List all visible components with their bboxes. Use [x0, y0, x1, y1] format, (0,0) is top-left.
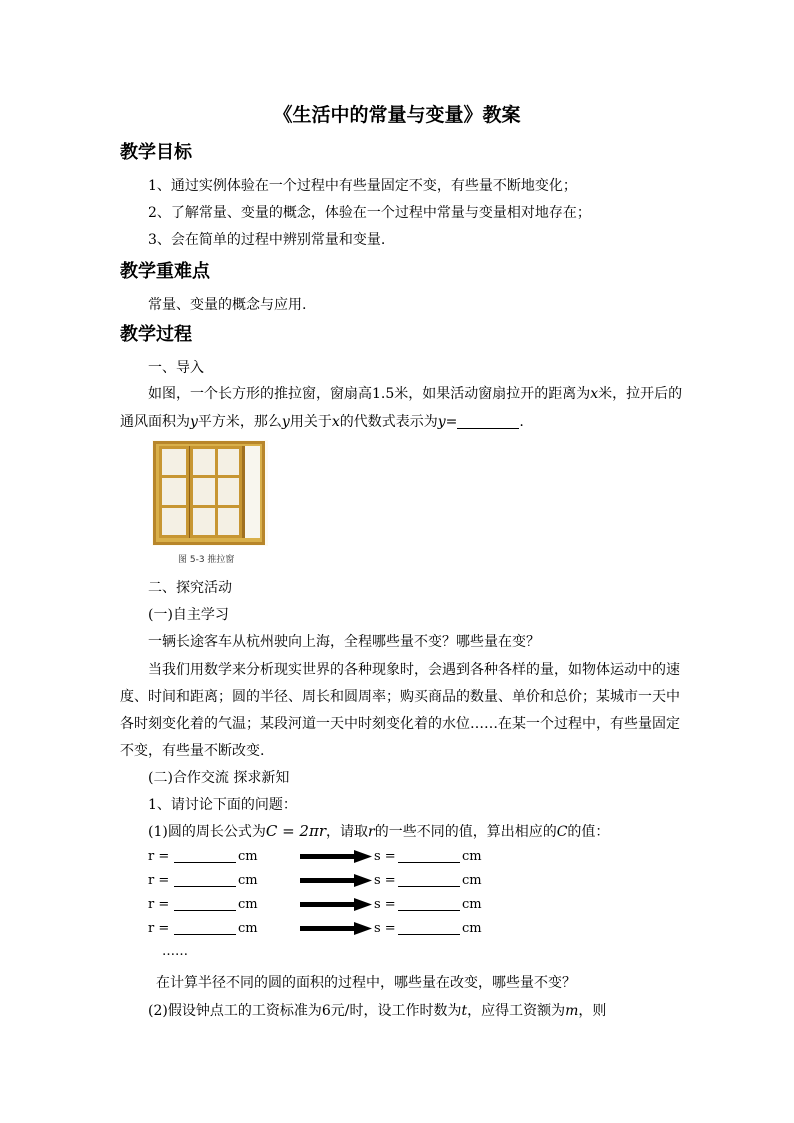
- page-title: 《生活中的常量与变量》教案: [273, 104, 521, 126]
- ellipsis: ……: [162, 944, 188, 959]
- arrow-right-icon: [300, 873, 372, 887]
- sliding-window-image: [152, 440, 268, 546]
- question-1: (1)圆的周长公式为C = 2πr，请取r的一些不同的值，算出相应的C的值：: [148, 822, 610, 840]
- key-points-heading: 教学重难点: [120, 261, 210, 282]
- arrow-right-icon: [300, 897, 372, 911]
- circumference-formula: C = 2πr: [265, 822, 326, 840]
- goal-item-1: 1、通过实例体验在一个过程中有些量固定不变，有些量不断地变化；: [148, 178, 577, 194]
- intro-label: 一、导入: [148, 360, 204, 376]
- explain-line-2: 度、时间和距离；圆的半径、周长和圆周率；购买商品的数量、单价和总价；某城市一天中: [120, 689, 680, 705]
- goal-item-2: 2、了解常量、变量的概念，体验在一个过程中常量与变量相对地存在；: [148, 205, 591, 221]
- intro-paragraph-line-1: 如图，一个长方形的推拉窗，窗扇高1.5米，如果活动窗扇拉开的距离为x米，拉开后的: [148, 386, 683, 402]
- arrow-right-icon: [300, 849, 372, 863]
- bus-question: 一辆长途客车从杭州驶向上海，全程哪些量不变？哪些量在变？: [148, 634, 540, 650]
- process-heading: 教学过程: [120, 324, 192, 345]
- question-2: (2)假设钟点工的工资标准为6元/时，设工作时数为t，应得工资额为m，则: [148, 1003, 607, 1019]
- explain-line-3: 各时刻变化着的气温；某段河道一天中时刻变化着的水位……在某一个过程中，有些量固定: [120, 716, 680, 732]
- goals-heading: 教学目标: [120, 142, 192, 163]
- answer-blank: [457, 414, 519, 429]
- self-study-label: (一)自主学习: [148, 607, 229, 623]
- document-page: 《生活中的常量与变量》教案 教学目标 1、通过实例体验在一个过程中有些量固定不变，有些量不断地变化； 2、了解常量、变量的概念，体验在一个过程中常量与变量相对地存在； 3、会在简单的过程中辨别常量和变量. 教学重难点 常量、变量的概念与应用. 教学过程 一、导入 如图，一个长方形的推拉窗，窗扇高1.5米，如果活动窗扇拉开的距离为x米，拉开后的 通风面积为y平方米，那么y用关于x的代数式表示为y= . 图 5-3 推拉窗 二、探究活动 (一)自主学习 一辆长途客车从杭州驶向上海，全程哪些量不变？哪些量在变？ 当我们用数学来分析现实世界的各种现象时，会遇到各种各样的量，如物体运动中的速 度、时间和距离；圆的半径、周长和圆周率；购买商品的数量、单价和总价；某城市一天中 各时刻变化着的气温；某段河道一天中时刻变化着的水位……在某一个过程中，有些量固定 不变，有些量不断改变. (二)合作交流 探求新知 1、请讨论下面的问题： (1)圆的周长公式为C = 2πr，请取r的一些不同的值，算出相应的C的值： r = cm s = cm r = cm s = cm r = cm s = cm r = cm s = cm …… 在计算半径不同的圆的面积的过程中，哪些量在改变，哪些量不变？ (2)假设钟点工的工资标准为6元/时，设工作时数为t，应得工资额为m，则: [0, 0, 794, 1123]
- sliding-window-figure: [152, 440, 268, 565]
- area-question: 在计算半径不同的圆的面积的过程中，哪些量在改变，哪些量不变？: [156, 975, 576, 991]
- arrow-right-icon: [300, 921, 372, 935]
- goal-item-3: 3、会在简单的过程中辨别常量和变量.: [148, 232, 386, 248]
- discuss-label: 1、请讨论下面的问题：: [148, 797, 297, 813]
- key-points-text: 常量、变量的概念与应用.: [148, 297, 307, 313]
- explore-label: 二、探究活动: [148, 580, 232, 596]
- explain-line-1: 当我们用数学来分析现实世界的各种现象时，会遇到各种各样的量，如物体运动中的速: [148, 662, 680, 678]
- cooperate-label: (二)合作交流 探求新知: [148, 770, 290, 786]
- explain-line-4: 不变，有些量不断改变.: [120, 743, 265, 759]
- intro-paragraph-line-2: 通风面积为y平方米，那么y用关于x的代数式表示为y= .: [120, 414, 524, 430]
- figure-caption: 图 5-3 推拉窗: [178, 555, 235, 565]
